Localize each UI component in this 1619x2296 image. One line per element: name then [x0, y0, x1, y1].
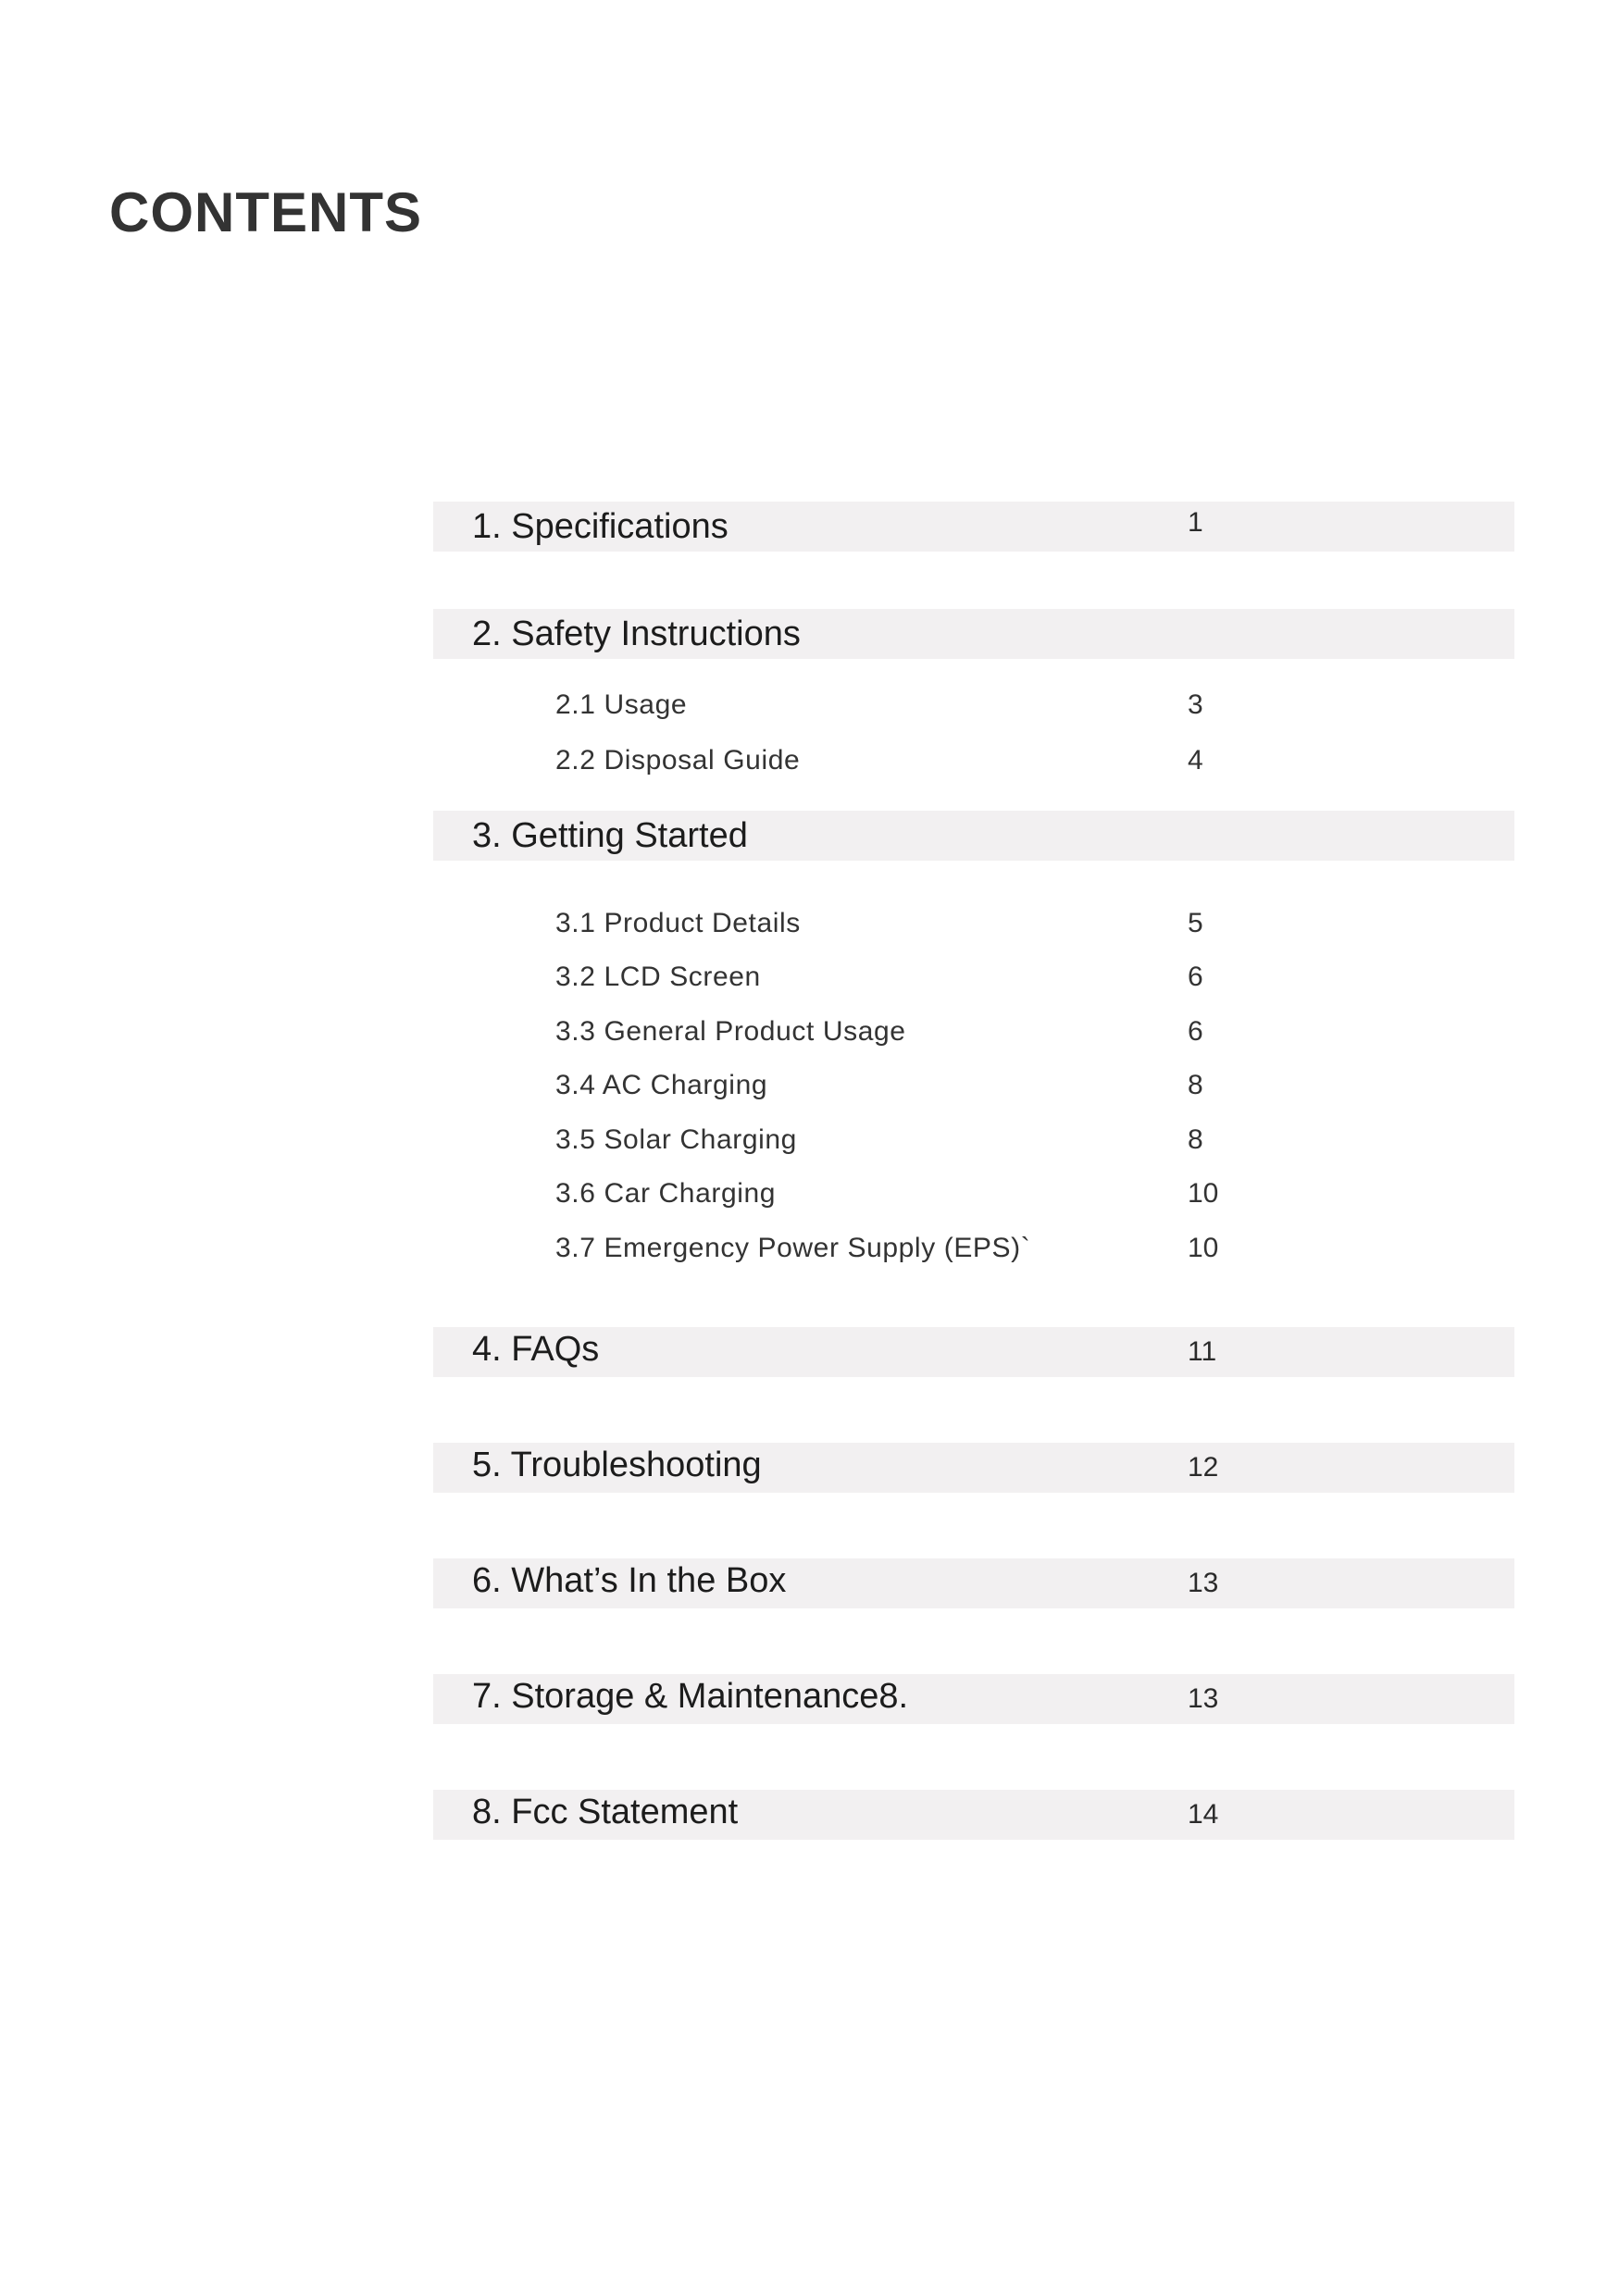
toc-page-number: 6: [1188, 1016, 1203, 1047]
toc-subsection-ac-charging[interactable]: 3.4 AC Charging: [555, 1070, 768, 1100]
toc-subsection-usage[interactable]: 2.1 Usage: [555, 689, 688, 720]
toc-subsection-car-charging[interactable]: 3.6 Car Charging: [555, 1178, 777, 1209]
toc-section-fcc-statement[interactable]: 8. Fcc Statement: [472, 1793, 739, 1831]
toc-subsection-emergency-power-supply[interactable]: 3.7 Emergency Power Supply (EPS)`: [555, 1233, 1031, 1263]
toc-section-getting-started[interactable]: 3. Getting Started: [472, 816, 748, 855]
toc-page-number: 8: [1188, 1124, 1203, 1155]
toc-section-faqs[interactable]: 4. FAQs: [472, 1330, 600, 1369]
toc-page-number: 1: [1188, 507, 1203, 538]
toc-page-number: 11: [1188, 1336, 1217, 1367]
toc-page-number: 6: [1188, 962, 1203, 992]
toc-page-number: 12: [1188, 1452, 1219, 1483]
toc-subsection-general-product-usage[interactable]: 3.3 General Product Usage: [555, 1016, 906, 1047]
toc-page-number: 10: [1188, 1233, 1219, 1263]
toc-subsection-lcd-screen[interactable]: 3.2 LCD Screen: [555, 962, 761, 992]
toc-page-number: 5: [1188, 908, 1203, 938]
toc-page-number: 13: [1188, 1683, 1219, 1714]
toc-page-number: 8: [1188, 1070, 1203, 1100]
toc-section-troubleshooting[interactable]: 5. Troubleshooting: [472, 1446, 762, 1484]
toc-section-specifications[interactable]: 1. Specifications: [472, 507, 729, 546]
toc-section-safety-instructions[interactable]: 2. Safety Instructions: [472, 614, 801, 653]
toc-section-storage-maintenance[interactable]: 7. Storage & Maintenance8.: [472, 1677, 909, 1716]
page-title: CONTENTS: [109, 181, 422, 243]
toc-page-number: 3: [1188, 689, 1203, 720]
toc-page-number: 14: [1188, 1799, 1219, 1830]
toc-page-number: 10: [1188, 1178, 1219, 1209]
toc-page-number: 13: [1188, 1568, 1219, 1598]
toc-page-number: 4: [1188, 745, 1203, 776]
toc-subsection-solar-charging[interactable]: 3.5 Solar Charging: [555, 1124, 797, 1155]
toc-section-whats-in-the-box[interactable]: 6. What’s In the Box: [472, 1561, 787, 1600]
toc-subsection-product-details[interactable]: 3.1 Product Details: [555, 908, 801, 938]
toc-subsection-disposal-guide[interactable]: 2.2 Disposal Guide: [555, 745, 801, 776]
